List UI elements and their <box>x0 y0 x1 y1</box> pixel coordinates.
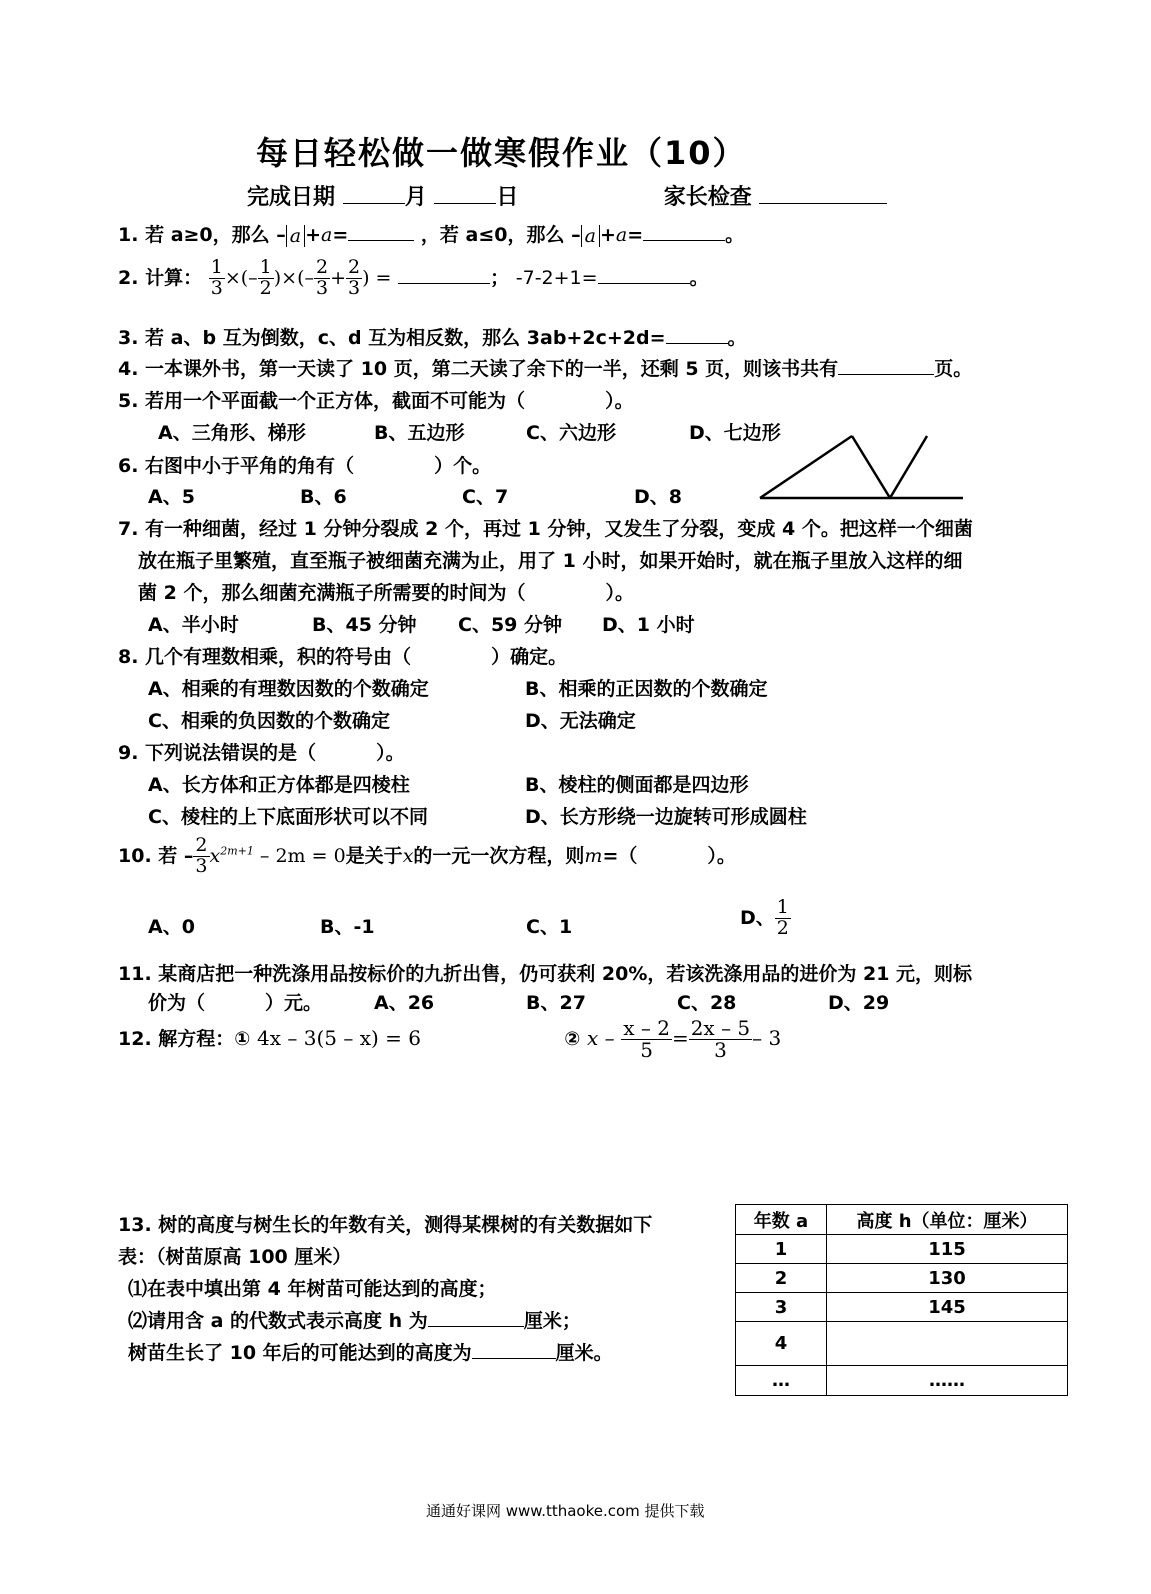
question-5 <box>118 386 634 413</box>
q13-unit-2: 厘米。 <box>555 1342 613 1364</box>
table-cell: 145 <box>827 1293 1068 1322</box>
q7-end: ）。 <box>605 582 634 604</box>
completion-date-line <box>247 180 887 211</box>
fraction: $\frac{1}{2}$ <box>776 896 789 939</box>
q9-option-a[interactable]: A、长方体和正方体都是四棱柱 <box>148 774 410 796</box>
q12-equation-1: 4x – 3(5 – x) = 6 <box>257 1026 421 1050</box>
q2-semicolon: ； <box>490 266 510 289</box>
q13-line-4 <box>128 1306 581 1333</box>
question-8 <box>118 642 567 669</box>
q10-xv: x <box>402 844 414 867</box>
q6-end: ）个。 <box>434 455 492 477</box>
page-title: 每日轻松做一做寒假作业（10） <box>256 134 747 172</box>
q2-op: ×(– <box>224 266 258 289</box>
q1-plus-2: + <box>599 224 616 246</box>
header-height: 高度 h（单位：厘米） <box>827 1205 1068 1235</box>
q8-option-c[interactable]: C、相乘的负因数的个数确定 <box>148 710 390 732</box>
question-number: 2. <box>118 266 139 289</box>
q13-line-5 <box>128 1338 613 1365</box>
table-cell: 2 <box>736 1264 827 1293</box>
q11-option-a[interactable]: A、26 <box>374 992 435 1014</box>
q12-label: 解方程：① <box>158 1028 251 1050</box>
q3-blank[interactable] <box>666 325 728 344</box>
q6-option-d[interactable]: D、8 <box>634 486 682 508</box>
q1-blank-2[interactable] <box>643 222 725 241</box>
q8-end: ）确定。 <box>491 646 568 668</box>
q11-end: ）元。 <box>265 992 323 1014</box>
q10-m: m <box>584 844 603 867</box>
table-cell: …… <box>827 1366 1068 1396</box>
q11-line-2: 价为（ <box>148 992 206 1014</box>
q7-option-d[interactable]: D、1 小时 <box>602 614 695 636</box>
q13-line-2: 表：（树苗原高 100 厘米） <box>118 1246 352 1268</box>
q5-end: ）。 <box>605 390 634 412</box>
q13-blank-1[interactable] <box>428 1308 524 1327</box>
q10-option-c[interactable]: C、1 <box>526 916 573 938</box>
q1-blank-1[interactable] <box>348 222 414 241</box>
q7-line-2: 放在瓶子里繁殖，直至瓶子被细菌充满为止，用了 1 小时，如果开始时，就在瓶子里放入这样的细 <box>138 550 963 572</box>
q13-line-5-text: 树苗生长了 10 年后的可能达到的高度为 <box>128 1342 472 1364</box>
table-cell: 3 <box>736 1293 827 1322</box>
fraction: $\frac{2x - 5}{3}$ <box>690 1016 751 1062</box>
q9-option-b[interactable]: B、棱柱的侧面都是四边形 <box>525 774 749 796</box>
q4-text: 4. 一本课外书，第一天读了 10 页，第二天读了余下的一半，还剩 5 页，则该书共有 <box>118 358 839 380</box>
day-blank[interactable] <box>434 185 496 204</box>
q1-var: a <box>321 224 333 246</box>
q10-post: 的一元一次方程，则 <box>413 844 585 867</box>
fraction: $\frac{1}{2}$ <box>259 256 272 299</box>
fraction: $\frac{2}{3}$ <box>195 834 208 877</box>
abs-value-a: a <box>286 225 305 247</box>
q9-option-d[interactable]: D、长方形绕一边旋转可形成圆柱 <box>525 806 807 828</box>
question-7 <box>138 578 634 605</box>
q13-line-3: ⑴在表中填出第 4 年树苗可能达到的高度； <box>128 1278 497 1300</box>
q11-option-b[interactable]: B、27 <box>526 992 586 1014</box>
q12-x: x – <box>586 1026 615 1050</box>
date-label: 完成日期 <box>247 185 336 210</box>
question-9 <box>118 738 405 765</box>
q2-blank-1[interactable] <box>398 265 490 284</box>
q7-option-a[interactable]: A、半小时 <box>148 614 239 636</box>
q10-option-a[interactable]: A、0 <box>148 916 195 938</box>
parent-check-blank[interactable] <box>759 185 887 204</box>
year-4-height-cell[interactable] <box>827 1322 1068 1366</box>
q5-option-a[interactable]: A、三角形、梯形 <box>158 422 306 444</box>
q1-plus: + <box>305 224 322 246</box>
q11-option-c[interactable]: C、28 <box>677 992 737 1014</box>
q5-option-c[interactable]: C、六边形 <box>526 422 616 444</box>
header-year: 年数 a <box>736 1205 827 1235</box>
fraction: $\frac{2}{3}$ <box>316 256 329 299</box>
q13-line-1: 13. 树的高度与树生长的年数有关，测得某棵树的有关数据如下 <box>118 1214 653 1236</box>
q12-circle-2: ② <box>564 1028 581 1050</box>
q10-rest: – 2m = 0 <box>253 844 346 867</box>
q3-end: 。 <box>727 327 747 349</box>
q10-tail: =（ <box>602 844 638 867</box>
q11-line-1: 11. 某商店把一种洗涤用品按标价的九折出售，仍可获利 20%，若该洗涤用品的进价为 21 元，则标 <box>118 963 973 985</box>
q7-line-3: 菌 2 个，那么细菌充满瓶子所需要的时间为（ <box>138 582 526 604</box>
fraction: $\frac{x - 2}{5}$ <box>623 1016 670 1062</box>
table-cell: 4 <box>736 1322 827 1366</box>
q4-blank[interactable] <box>838 356 934 375</box>
q10-exponent: 2m+1 <box>220 844 254 858</box>
q2-op: + <box>330 266 347 289</box>
q1-end: 。 <box>725 224 745 246</box>
question-3 <box>118 323 747 350</box>
q1-text: 若 a≥0，那么 – <box>145 224 286 246</box>
question-number: 12. <box>118 1028 152 1050</box>
question-number: 1. <box>118 224 139 246</box>
fraction: $\frac{1}{3}$ <box>210 256 223 299</box>
table-cell: … <box>736 1366 827 1396</box>
month-label: 月 <box>404 185 427 210</box>
question-number: 10. <box>118 844 152 867</box>
q5-text: 5. 若用一个平面截一个正方体，截面不可能为（ <box>118 390 526 412</box>
q2-end: 。 <box>689 266 709 289</box>
question-11 <box>148 988 322 1015</box>
q4-end: 页。 <box>934 358 973 380</box>
q1-eq: = <box>332 224 349 246</box>
q7-line-1: 7. 有一种细菌，经过 1 分钟分裂成 2 个，再过 1 分钟，又发生了分裂，变成 4 个。把这样一个细菌 <box>118 518 973 540</box>
q12-eq: = <box>671 1026 689 1050</box>
q5-option-d[interactable]: D、七边形 <box>689 422 781 444</box>
footer-text: 通通好课网 www.tthaoke.com 提供下载 <box>426 1502 705 1520</box>
question-6 <box>118 451 491 478</box>
q8-option-b[interactable]: B、相乘的正因数的个数确定 <box>525 678 768 700</box>
q2-op: )×(– <box>273 266 314 289</box>
angle-diagram <box>755 430 970 505</box>
q13-blank-2[interactable] <box>472 1340 556 1359</box>
q3-text: 3. 若 a、b 互为倒数，c、d 互为相反数，那么 3ab+2c+2d= <box>118 327 666 349</box>
q10-option-d-label: D、 <box>740 906 775 929</box>
tree-height-table <box>735 1204 1068 1396</box>
q9-option-c[interactable]: C、棱柱的上下底面形状可以不同 <box>148 806 428 828</box>
q2-part2: -7-2+1= <box>515 266 598 289</box>
q10-x: x <box>209 844 221 867</box>
month-blank[interactable] <box>343 185 405 204</box>
q6-option-b[interactable]: B、6 <box>300 486 347 508</box>
q7-option-c[interactable]: C、59 分钟 <box>458 614 562 636</box>
q8-text: 8. 几个有理数相乘，积的符号由（ <box>118 646 412 668</box>
q12-tail: – 3 <box>752 1026 782 1050</box>
question-10 <box>118 836 736 877</box>
q10-pre: 若 – <box>158 844 194 867</box>
q6-option-a[interactable]: A、5 <box>148 486 195 508</box>
table-cell: 1 <box>736 1235 827 1264</box>
q13-unit-1: 厘米； <box>523 1310 581 1332</box>
q6-option-c[interactable]: C、7 <box>462 486 509 508</box>
q9-end: ）。 <box>376 742 405 764</box>
q1-eq-2: = <box>627 224 644 246</box>
q1-text-2: ，若 a≤0，那么 – <box>420 224 581 246</box>
question-1 <box>118 220 744 247</box>
q10-mid: 是关于 <box>345 844 403 867</box>
q2-blank-2[interactable] <box>598 265 690 284</box>
q2-label: 计算： <box>145 266 203 289</box>
table-cell: 115 <box>827 1235 1068 1264</box>
q11-option-d[interactable]: D、29 <box>828 992 890 1014</box>
q10-option-b[interactable]: B、-1 <box>320 916 375 938</box>
q8-option-a[interactable]: A、相乘的有理数因数的个数确定 <box>148 678 429 700</box>
q5-option-b[interactable]: B、五边形 <box>374 422 465 444</box>
q7-option-b[interactable]: B、45 分钟 <box>312 614 417 636</box>
question-12 <box>118 1018 781 1061</box>
question-4 <box>118 354 972 381</box>
q9-text: 9. 下列说法错误的是（ <box>118 742 317 764</box>
fraction: $\frac{2}{3}$ <box>348 256 361 299</box>
q6-text: 6. 右图中小于平角的角有（ <box>118 455 355 477</box>
question-2 <box>118 258 709 299</box>
table-cell: 130 <box>827 1264 1068 1293</box>
q8-option-d[interactable]: D、无法确定 <box>525 710 636 732</box>
day-label: 日 <box>496 185 519 210</box>
q1-var-2: a <box>615 224 628 246</box>
q10-option-d[interactable] <box>740 898 791 939</box>
abs-value-a-2: a <box>581 225 600 247</box>
q2-op: ) = <box>362 266 392 289</box>
parent-check-label: 家长检查 <box>663 185 752 210</box>
q10-end: ）。 <box>707 844 736 867</box>
q13-line-4-text: ⑵请用含 a 的代数式表示高度 h 为 <box>128 1310 428 1332</box>
